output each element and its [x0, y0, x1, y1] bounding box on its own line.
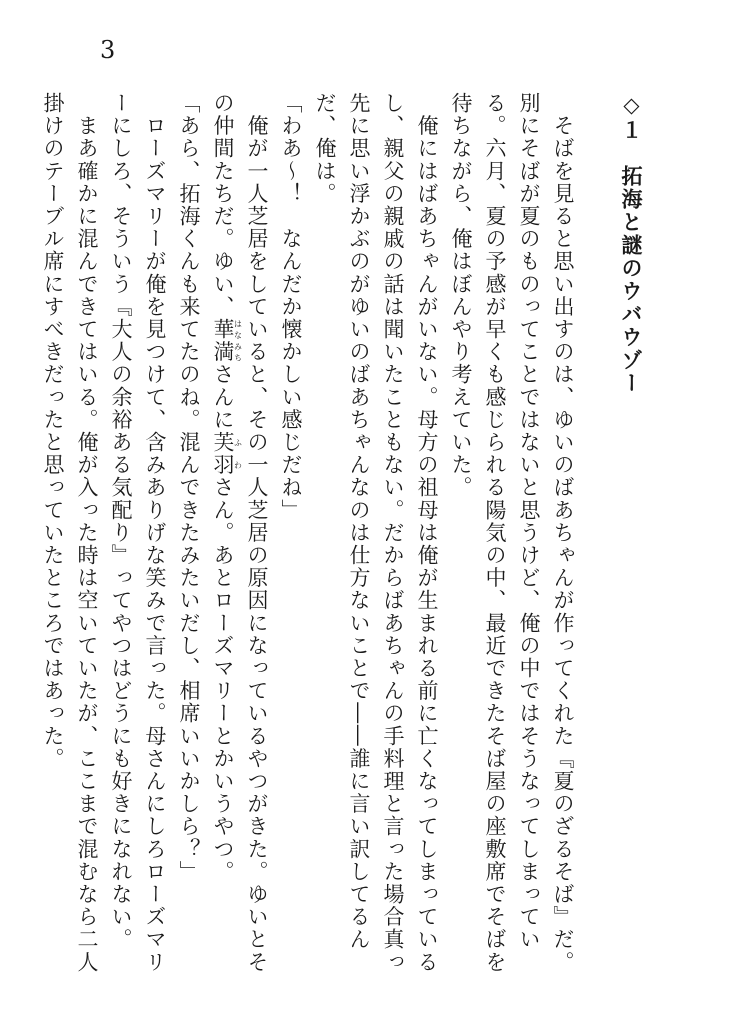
paragraph-3: 「わあ～！ なんだか懐かしい感じだね」 — [279, 92, 303, 522]
vertical-text-body — [41, 92, 648, 992]
paragraph-2: 俺にはばあちゃんがいない。母方の祖母は俺が生まれる前に亡くなってしまっているし、親父の親戚の話は聞いたこともない。だからばあちゃんの手料理と言った場合真っ先に思い浮かぶのがゆいのばあちゃんなのは仕方ないことで――誰に言い訳してるんだ、俺は。 — [313, 92, 439, 974]
ruby-hanamichi: 華満はなみち — [211, 318, 243, 364]
paragraph-5: 「あら、拓海くんも来てたのね。混んできたみたいだし、相席いいかしら？」 — [177, 92, 201, 883]
paragraph-6: ローズマリーが俺を見つけて、含みありげな笑みで言った。母さんにしろローズマリーにしろ、そういう『大人の余裕ある気配り』ってやつはどうにも好きになれない。 — [109, 92, 167, 974]
paragraph-4-part2: さんに — [211, 363, 235, 432]
paragraph-4 — [206, 92, 274, 992]
ruby-fuwa: 芙羽ふわ — [211, 431, 243, 477]
page-number: 3 — [100, 36, 116, 64]
chapter-title: ◇１ 拓海と謎のウバウゾー — [619, 92, 644, 395]
paragraph-4-part3: さん。あとローズマリーとかいうやつ。 — [211, 476, 235, 884]
title-spacer — [580, 92, 614, 992]
paragraph-7: まあ確かに混んできてはいる。俺が入った時は空いていたが、ここまで混むなら二人掛けのテーブル席にすべきだったと思っていたところではあった。 — [41, 92, 99, 974]
paragraph-4-part1: 俺が一人芝居をしていると、その一人芝居の原因になっているやつがきた。ゆいとその仲間たちだ。ゆい、 — [211, 92, 269, 974]
paragraph-1: そばを見ると思い出すのは、ゆいのばあちゃんが作ってくれた『夏のざるそば』だ。別にそばが夏のものってことではないと思うけど、俺の中ではそうなってしまっている。六月、夏の予感が早くも感じられる陽気の中、最近できたそば屋の座敷席でそばを待ちながら、俺はぼんやり考えていた。 — [449, 92, 575, 974]
